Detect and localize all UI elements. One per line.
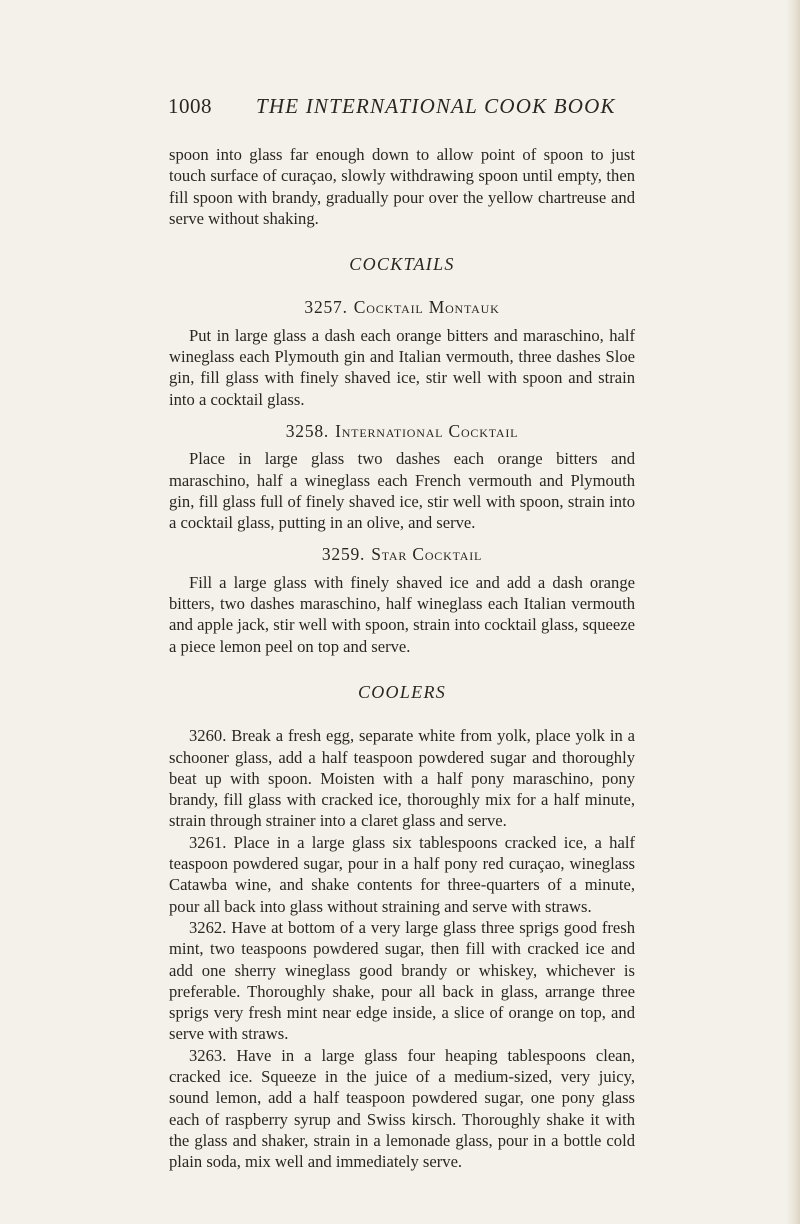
section-heading-coolers: COOLERS	[357, 681, 447, 702]
recipe-text: Put in large glass a dash each orange bitters and maraschino, half wineglass each Plymouth gin and Italian vermouth, three dashes Sloe gin, fill glass with finely shaved ice, stir well with spoon and strain into a cocktail glass.	[169, 325, 635, 409]
running-title: THE INTERNATIONAL COOK BOOK	[256, 94, 616, 118]
page-body	[169, 144, 635, 1172]
recipe-title: Cocktail Montauk	[353, 297, 500, 318]
recipe-text: Place in large glass two dashes each orange bitters and maraschino, half a wineglass each French vermouth and Plymouth gin, fill glass full of finely shaved ice, stir well with spoon, strain into a cocktail glass, putting in an olive, and serve.	[169, 449, 635, 533]
recipe-text: Have at bottom of a very large glass three sprigs good fresh mint, two teaspoons powdered sugar, then fill with cracked ice and add one sherry wineglass good brandy or whiskey, whichever is preferable. Thoroughly shake, pour all back in glass, arrange three sprigs very fresh mint near edge inside, a slice of orange on top, and serve with straws.	[169, 917, 635, 1044]
section-heading-cocktails: COCKTAILS	[349, 254, 455, 275]
recipe-number: 3259.	[321, 544, 366, 565]
recipe-heading	[169, 544, 635, 565]
recipe-number: 3261.	[189, 832, 227, 852]
recipe-number: 3258.	[285, 420, 330, 441]
recipe-text: Break a fresh egg, separate white from yolk, place yolk in a schooner glass, add a half teaspoon powdered sugar and thoroughly beat up with spoon. Moisten with a half pony maraschino, pony brandy, fill glass with cracked ice, thoroughly mix for a half minute, strain through strainer into a claret glass and serve.	[169, 726, 635, 831]
cooler-recipe	[169, 1045, 635, 1173]
recipe-number: 3263.	[189, 1045, 227, 1065]
page-edge-shadow	[786, 0, 800, 1224]
continuation-paragraph: spoon into glass far enough down to allow point of spoon to just touch surface of curaçao, slowly withdrawing spoon until empty, then fill spoon with brandy, gradually pour over the yellow chartreuse and serve without shaking.	[169, 145, 635, 228]
recipe-title: International Cocktail	[335, 420, 519, 441]
recipe-text: Have in a large glass four heaping tablespoons clean, cracked ice. Squeeze in the juice of a medium-sized, very juicy, sound lemon, add a half teaspoon powdered sugar, one pony glass each of raspberry syrup and Swiss kirsch. Thoroughly shake it with the glass and shaker, strain in a lemonade glass, pour in a bottle cold plain soda, mix well and immediately serve.	[169, 1045, 635, 1172]
recipe-number: 3260.	[189, 726, 227, 746]
recipe-heading	[169, 421, 635, 442]
page-header	[168, 94, 638, 124]
page-number: 1008	[168, 94, 212, 118]
recipe-text: Place in a large glass six tablespoons cracked ice, a half teaspoon powdered sugar, pour in a half pony red curaçao, wineglass Catawba wine, and shake contents for three-quarters of a minute, pour all back into glass without straining and serve with straws.	[169, 832, 635, 916]
recipe-heading	[169, 297, 635, 318]
cooler-recipe	[169, 832, 635, 917]
recipe-number: 3257.	[304, 297, 348, 318]
cooler-recipe	[169, 725, 635, 831]
recipe-title: Star Cocktail	[371, 544, 483, 565]
cooler-recipe	[169, 917, 635, 1045]
recipe-number: 3262.	[189, 917, 227, 937]
recipe-text: Fill a large glass with finely shaved ice and add a dash orange bitters, two dashes maraschino, half wineglass each Italian vermouth and apple jack, stir well with spoon, strain into cocktail glass, squeeze a piece lemon peel on top and serve.	[169, 572, 635, 656]
